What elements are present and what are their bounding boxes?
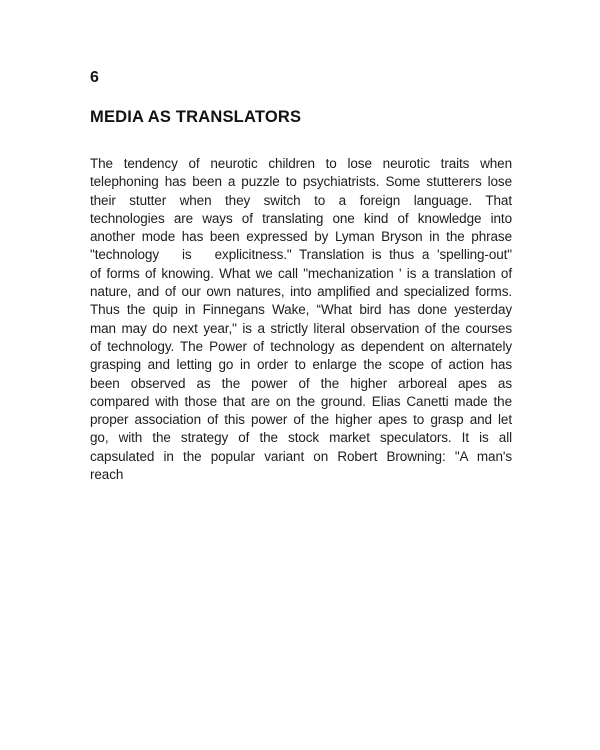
paragraph-line: grasping and letting go in order to enlarge the scope of action has <box>90 357 512 373</box>
paragraph-line: nature, and of our own natures, into amplified and specialized forms. <box>90 284 512 300</box>
paragraph-line: of forms of knowing. What we call "mechanization ' is a translation of <box>90 265 512 281</box>
paragraph-line: man may do next year," is a strictly literal observation of the courses <box>90 320 512 336</box>
paragraph-line: technologies are ways of translating one kind of knowledge into <box>90 210 512 226</box>
paragraph-line: compared with those that are on the ground. Elias Canetti made the <box>90 393 512 409</box>
paragraph-line: Thus the quip in Finnegans Wake, “What bird has done yesterday <box>90 302 512 318</box>
paragraph-line: reach <box>90 467 124 483</box>
paragraph-line: been observed as the power of the higher arboreal apes as <box>90 375 512 391</box>
paragraph-line: go, with the strategy of the stock market speculators. It is all <box>90 430 512 446</box>
paragraph-line: another mode has been expressed by Lyman Bryson in the phrase <box>90 229 512 245</box>
paragraph-line: their stutter when they switch to a foreign language. That <box>90 192 512 208</box>
body-paragraph <box>90 155 512 484</box>
chapter-number: 6 <box>90 69 99 86</box>
paragraph-line: of technology. The Power of technology as dependent on alternately <box>90 338 512 354</box>
paragraph-line: proper association of this power of the higher apes to grasp and let <box>90 412 512 428</box>
chapter-title: MEDIA AS TRANSLATORS <box>90 108 302 126</box>
paragraph-line: The tendency of neurotic children to lose neurotic traits when <box>90 156 512 171</box>
paragraph-line: telephoning has been a puzzle to psychiatrists. Some stutterers lose <box>90 174 512 190</box>
paragraph-line: "technology is explicitness." Translation is thus a 'spelling-out" <box>90 247 512 263</box>
paragraph-line: capsulated in the popular variant on Robert Browning: "A man's <box>90 448 512 464</box>
